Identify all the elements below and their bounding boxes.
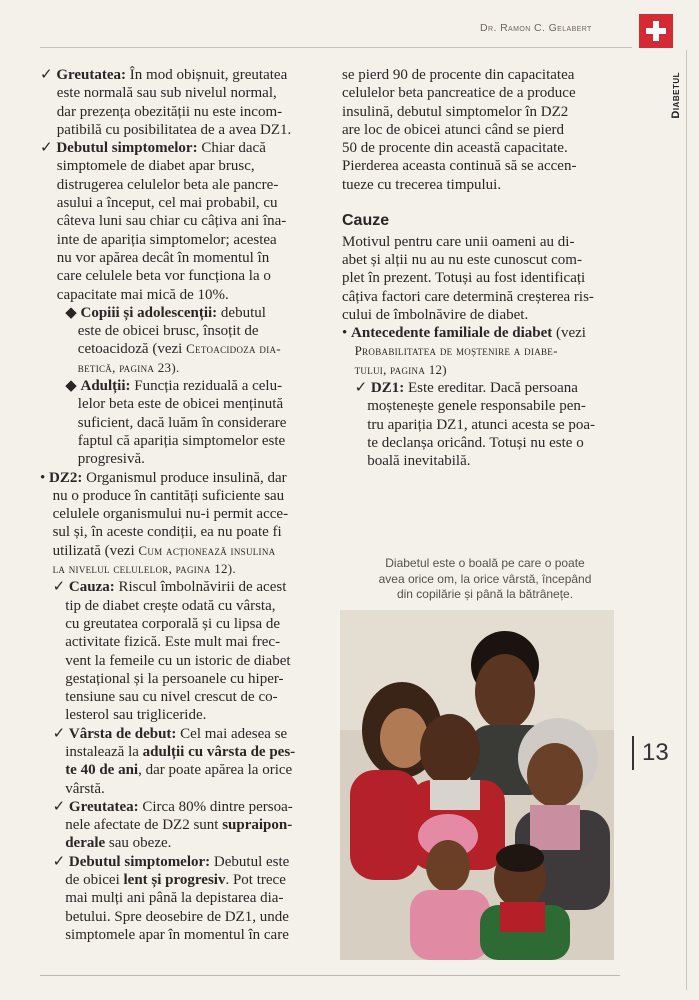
red-cross-icon <box>639 14 673 48</box>
col1-line-42: derale sau obeze. <box>65 835 172 852</box>
col2-line-1: celulelor beta pancreatice de a produce <box>342 85 576 102</box>
col1-line-36: ✓ Vârsta de debut: Cel mai adesea se <box>52 725 288 742</box>
col1-line-34: tensiune sau cu nivel crescut de co- <box>65 689 278 706</box>
caption-line-1: avea orice om, la orice vârstă, începând <box>378 571 592 586</box>
col1-line-31: activitate fizică. Este mult mai frec- <box>65 634 281 651</box>
col1-line-15: cetoacidoză (vezi Cetoacidoza dia- <box>77 341 281 358</box>
col1-line-41: nele afectate de DZ2 sunt supraipon- <box>65 817 293 834</box>
col1-line-39: vârstă. <box>65 780 105 797</box>
col1-line-22: • DZ2: Organismul produce insulină, dar <box>40 469 287 486</box>
col1-line-47: simptomele apar în momentul în care <box>65 926 289 943</box>
left-column <box>40 66 322 944</box>
col1-line-27: la nivelul celulelor, pagina 12). <box>52 561 236 577</box>
col2-line-10: abet și alții nu au nu este cunoscut com- <box>342 251 582 268</box>
col2-line-11: plet în prezent. Totuși au fost identificați <box>342 270 586 287</box>
col2-line-9: Motivul pentru care unii oameni au di- <box>342 233 575 250</box>
col1-line-29: tip de diabet crește odată cu vârsta, <box>65 597 276 614</box>
col1-line-2: dar prezența obezității nu este incom- <box>56 103 283 120</box>
col2-line-2: insulină, debutul simptomelor în DZ2 <box>342 103 569 120</box>
sidebar-rule <box>686 50 687 990</box>
section-label: Diabetul <box>670 72 682 119</box>
col1-line-6: distrugerea celulelor beta ale pancre- <box>56 176 279 193</box>
col2-line-14: • Antecedente familiale de diabet (vezi <box>342 325 586 342</box>
col2-line-21: boală inevitabilă. <box>367 453 471 470</box>
col1-line-44: de obicei lent și progresiv. Pot trece <box>65 872 286 889</box>
col1-line-16: betică, pagina 23). <box>77 359 180 375</box>
col2-line-3: are loc de obicei atunci când se pierd <box>342 121 564 138</box>
col2-line-15: Probabilitatea de moștenire a diabe- <box>354 343 558 359</box>
col1-line-0: ✓ Greutatea: În mod obișnuit, greutatea <box>40 67 288 83</box>
col1-line-45: mai mulți ani până la depistarea dia- <box>65 890 284 907</box>
col1-line-23: nu o produce în cantități suficiente sau <box>52 487 285 504</box>
col2-line-12: câțiva factori care determină creșterea ris- <box>342 288 594 305</box>
col1-line-3: patibilă cu posibilitatea de a avea DZ1. <box>56 121 292 138</box>
col1-line-28: ✓ Cauza: Riscul îmbolnăvirii de acest <box>52 579 287 596</box>
col1-line-21: progresivă. <box>77 451 145 468</box>
page-number: 13 <box>632 736 669 770</box>
col1-line-5: simptomele de diabet apar brusc, <box>56 158 255 175</box>
col1-line-35: lesterol sau trigliceride. <box>65 707 207 724</box>
caption-line-2: din copilărie și până la bătrânețe. <box>396 587 574 601</box>
col1-line-12: capacitate mai mică de 10%. <box>56 286 229 303</box>
right-column <box>342 66 624 471</box>
col2-line-13: cului de îmbolnăvire de diabet. <box>342 306 529 323</box>
col1-line-1: este normală sau sub nivelul normal, <box>56 85 277 102</box>
col1-line-26: utilizată (vezi Cum acționează insulina <box>52 542 276 559</box>
col1-line-17: ◆ Adulții: Funcția reziduală a celu- <box>65 378 283 395</box>
section-tab <box>670 72 686 132</box>
col1-line-43: ✓ Debutul simptomelor: Debutul este <box>52 853 290 870</box>
col2-line-19: tru apariția DZ1, atunci acesta se poa- <box>367 416 595 433</box>
col1-line-32: vent la femeile cu un istoric de diabet <box>65 652 291 669</box>
col1-line-20: faptul că apariția simptomelor este <box>77 432 286 449</box>
col1-line-8: câteva luni sau chiar cu câțiva ani îna- <box>56 213 287 230</box>
col2-line-20: te declanșa oricând. Totuși nu este o <box>367 434 584 451</box>
col1-line-19: suficient, dacă luăm în considerare <box>77 414 287 431</box>
col2-line-7 <box>342 194 624 212</box>
col2-line-6: tueze cu trecerea timpului. <box>342 176 502 193</box>
col1-line-11: care celulele beta vor funcționa la o <box>56 268 271 285</box>
photo-caption <box>360 556 610 603</box>
header-rule <box>40 47 632 48</box>
col2-line-0: se pierd 90 de procente din capacitatea <box>342 67 575 83</box>
col1-line-14: este de obicei brusc, însoțit de <box>77 323 259 340</box>
col1-line-7: asului a început, cel mai probabil, cu <box>56 195 278 212</box>
col1-line-25: sul și, în aceste condiții, ea nu poate fi <box>52 524 282 541</box>
col1-line-46: betului. Spre deosebire de DZ1, unde <box>65 908 289 925</box>
col1-line-24: celulele organismului nu-i permit acce- <box>52 506 289 523</box>
family-photo <box>340 610 614 960</box>
col2-line-18: moștenește genele responsabile pen- <box>367 398 586 415</box>
col1-line-38: te 40 de ani, dar poate apărea la orice <box>65 762 293 779</box>
col1-line-4: ✓ Debutul simptomelor: Chiar dacă <box>40 140 266 157</box>
col2-line-5: Pierderea aceasta continuă să se accen- <box>342 158 577 175</box>
running-header-author: Dr. Ramon C. Gelabert <box>480 22 592 34</box>
col1-line-30: cu greutatea corporală și cu lipsa de <box>65 615 281 632</box>
col1-line-33: gestațional și la persoanele cu hiper- <box>65 670 284 687</box>
col1-line-37: instalează la adulții cu vârsta de pes- <box>65 743 296 760</box>
col2-line-17: ✓ DZ1: Este ereditar. Dacă persoana <box>354 380 578 397</box>
col1-line-18: lelor beta este de obicei menținută <box>77 396 284 413</box>
col1-line-10: nu vor apărea decât în momentul în <box>56 249 270 266</box>
footer-rule <box>40 975 620 976</box>
col1-line-9: inte de apariția simptomelor; acestea <box>56 231 277 248</box>
col2-line-4: 50 de procente din această capacitate. <box>342 140 568 157</box>
col1-line-40: ✓ Greutatea: Circa 80% dintre persoa- <box>52 798 293 815</box>
col1-line-13: ◆ Copiii și adolescenții: debutul <box>65 304 266 321</box>
caption-line-0: Diabetul este o boală pe care o poate <box>385 556 585 570</box>
col2-line-8: Cauze <box>342 212 390 230</box>
col2-line-16: tului, pagina 12) <box>354 361 447 377</box>
